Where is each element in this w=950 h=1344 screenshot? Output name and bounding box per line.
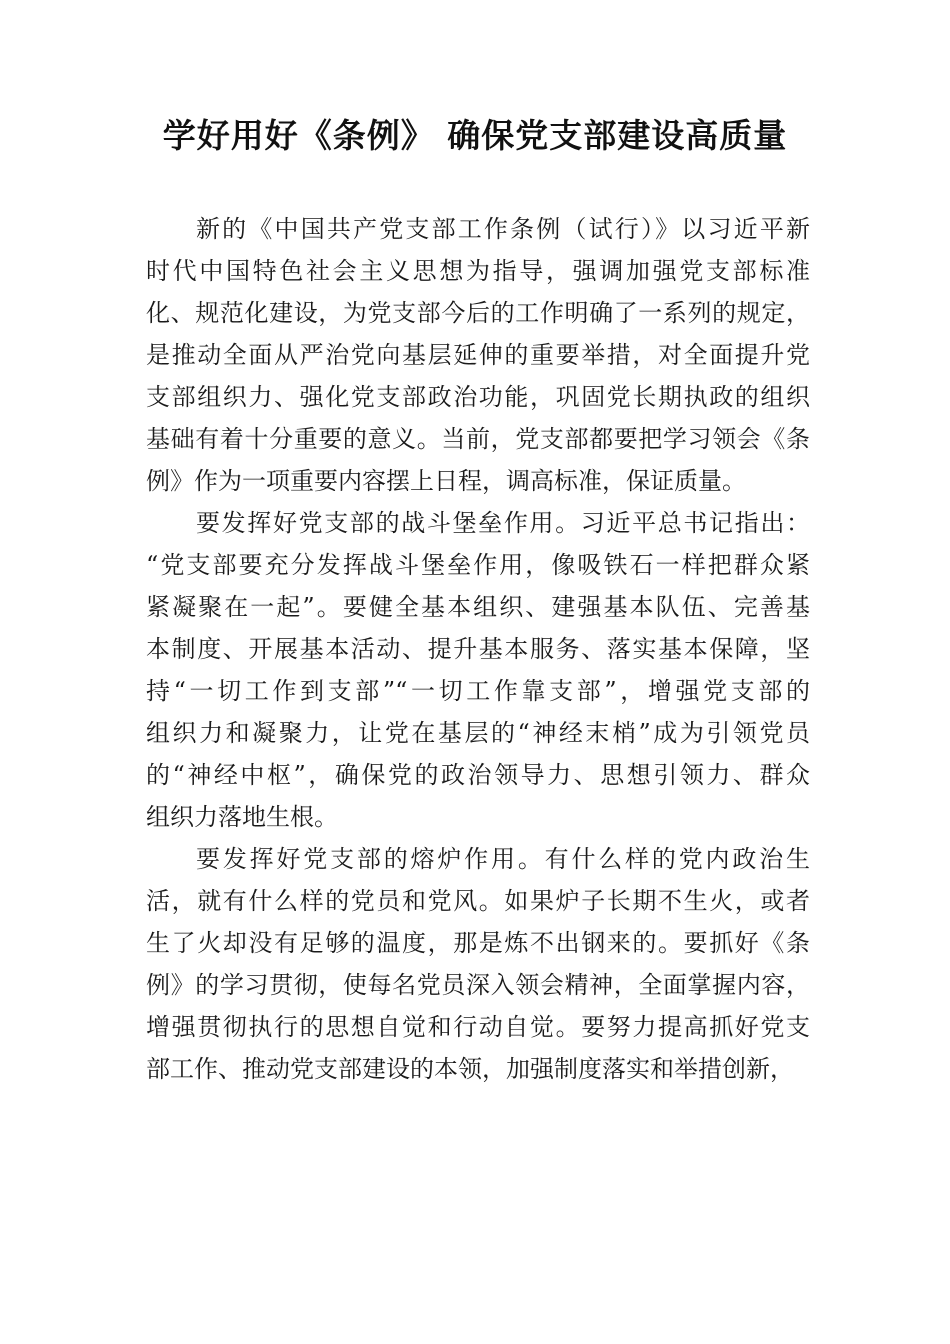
paragraph-2	[146, 502, 810, 838]
paragraph-line: 时代中国特色社会主义思想为指导，强调加强党支部标准	[146, 257, 810, 285]
paragraph-line: 紧凝聚在一起”。要健全基本组织、建强基本队伍、完善基	[146, 593, 810, 621]
paragraph-line: 基础有着十分重要的意义。当前，党支部都要把学习领会《条	[146, 425, 810, 453]
paragraph-line: 是推动全面从严治党向基层延伸的重要举措，对全面提升党	[146, 341, 810, 369]
paragraph-line: 增强贯彻执行的思想自觉和行动自觉。要努力提高抓好党支	[146, 1013, 810, 1041]
paragraph-3	[146, 838, 810, 1090]
paragraph-line: 要发挥好党支部的熔炉作用。有什么样的党内政治生	[196, 845, 810, 873]
paragraph-line: 要发挥好党支部的战斗堡垒作用。习近平总书记指出：	[196, 509, 810, 537]
document-title: 学好用好《条例》 确保党支部建设高质量	[162, 116, 788, 155]
paragraph-line: 例》的学习贯彻，使每名党员深入领会精神，全面掌握内容，	[146, 971, 810, 999]
paragraph-line: 活，就有什么样的党员和党风。如果炉子长期不生火，或者	[146, 887, 810, 915]
paragraph-line: 组织力和凝聚力，让党在基层的“神经末梢”成为引领党员	[146, 719, 810, 747]
paragraph-line: 例》作为一项重要内容摆上日程，调高标准，保证质量。	[146, 467, 746, 495]
paragraph-line: 组织力落地生根。	[146, 803, 338, 831]
document-body	[146, 208, 810, 1090]
paragraph-line: 化、规范化建设，为党支部今后的工作明确了一系列的规定，	[146, 299, 810, 327]
paragraph-line: 本制度、开展基本活动、提升基本服务、落实基本保障，坚	[146, 635, 810, 663]
paragraph-line: 部工作、推动党支部建设的本领，加强制度落实和举措创新，	[146, 1055, 794, 1083]
paragraph-line: 新的《中国共产党支部工作条例（试行）》以习近平新	[196, 215, 810, 243]
paragraph-line: 支部组织力、强化党支部政治功能，巩固党长期执政的组织	[146, 383, 810, 411]
paragraph-1	[146, 208, 810, 502]
paragraph-line: 持“一切工作到支部”“一切工作靠支部”，增强党支部的	[146, 677, 810, 705]
paragraph-line: “党支部要充分发挥战斗堡垒作用，像吸铁石一样把群众紧	[146, 551, 810, 579]
paragraph-line: 的“神经中枢”，确保党的政治领导力、思想引领力、群众	[146, 761, 810, 789]
paragraph-line: 生了火却没有足够的温度，那是炼不出钢来的。要抓好《条	[146, 929, 810, 957]
